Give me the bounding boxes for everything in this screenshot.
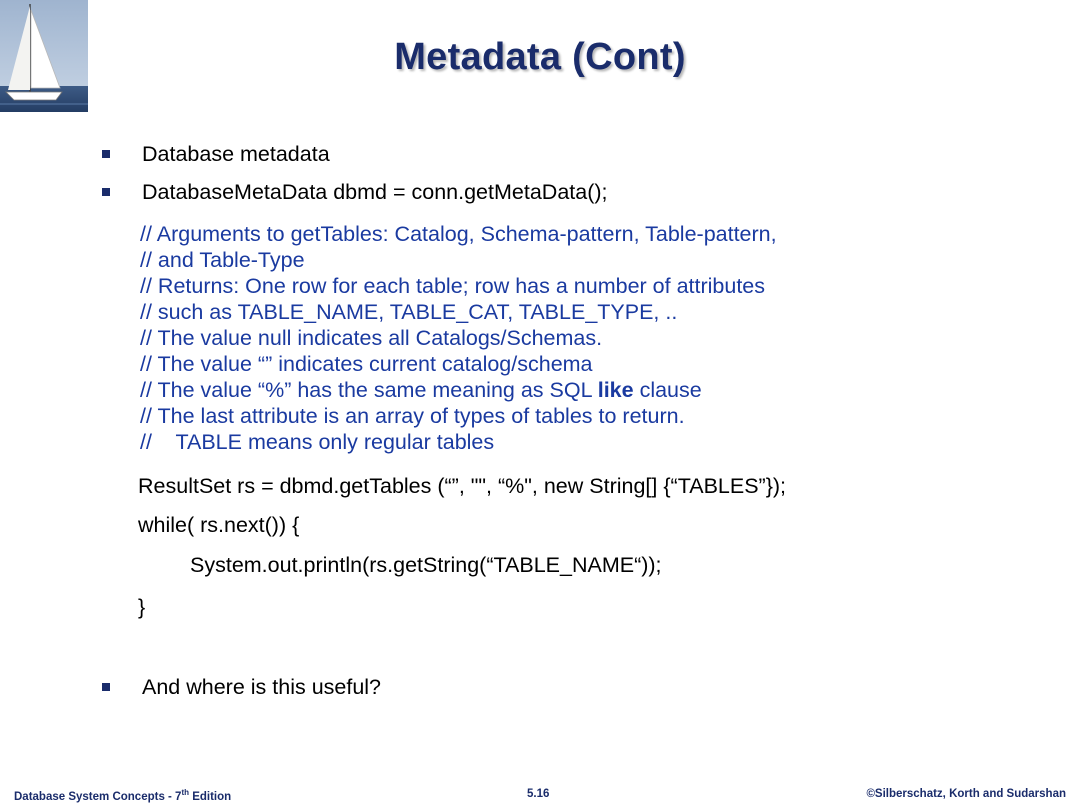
- footer-copyright: ©Silberschatz, Korth and Sudarshan: [866, 788, 1066, 800]
- bullet-item: And where is this useful?: [142, 675, 382, 699]
- footer-page-number: 5.16: [527, 788, 550, 800]
- bullet-marker: [102, 188, 110, 196]
- code-comment: // Returns: One row for each table; row has a number of attributes: [140, 274, 766, 298]
- code-comment: [140, 377, 702, 403]
- code-line: }: [138, 595, 146, 619]
- code-comment: // and Table-Type: [140, 248, 305, 272]
- footer-left: [14, 788, 231, 803]
- code-line: System.out.println(rs.getString(“TABLE_NAME“));: [190, 553, 662, 577]
- code-comment: // The last attribute is an array of types of tables to return.: [140, 404, 685, 428]
- code-comment: // TABLE means only regular tables: [140, 430, 495, 454]
- bullet-item: DatabaseMetaData dbmd = conn.getMetaData();: [142, 180, 608, 204]
- comment-text: // The value “%” has the same meaning as SQL: [140, 378, 598, 402]
- bullet-item: Database metadata: [142, 142, 330, 166]
- code-comment: // such as TABLE_NAME, TABLE_CAT, TABLE_TYPE, ..: [140, 300, 678, 324]
- bullet-marker: [102, 683, 110, 691]
- code-line: ResultSet rs = dbmd.getTables (“”, "", “%", new String[] {“TABLES”});: [138, 474, 787, 498]
- footer-edition-sup: th: [181, 788, 190, 797]
- code-comment: // Arguments to getTables: Catalog, Schema-pattern, Table-pattern,: [140, 222, 777, 246]
- code-comment: // The value null indicates all Catalogs/Schemas.: [140, 326, 603, 350]
- slide-title: Metadata (Cont): [394, 36, 686, 78]
- bullet-marker: [102, 150, 110, 158]
- code-line: while( rs.next()) {: [138, 513, 300, 537]
- footer-edition: Edition: [189, 790, 232, 803]
- comment-text: clause: [633, 378, 702, 402]
- keyword-like: like: [597, 378, 634, 402]
- code-comment: // The value “” indicates current catalog/schema: [140, 352, 593, 376]
- footer-book-title: Database System Concepts - 7: [14, 790, 182, 803]
